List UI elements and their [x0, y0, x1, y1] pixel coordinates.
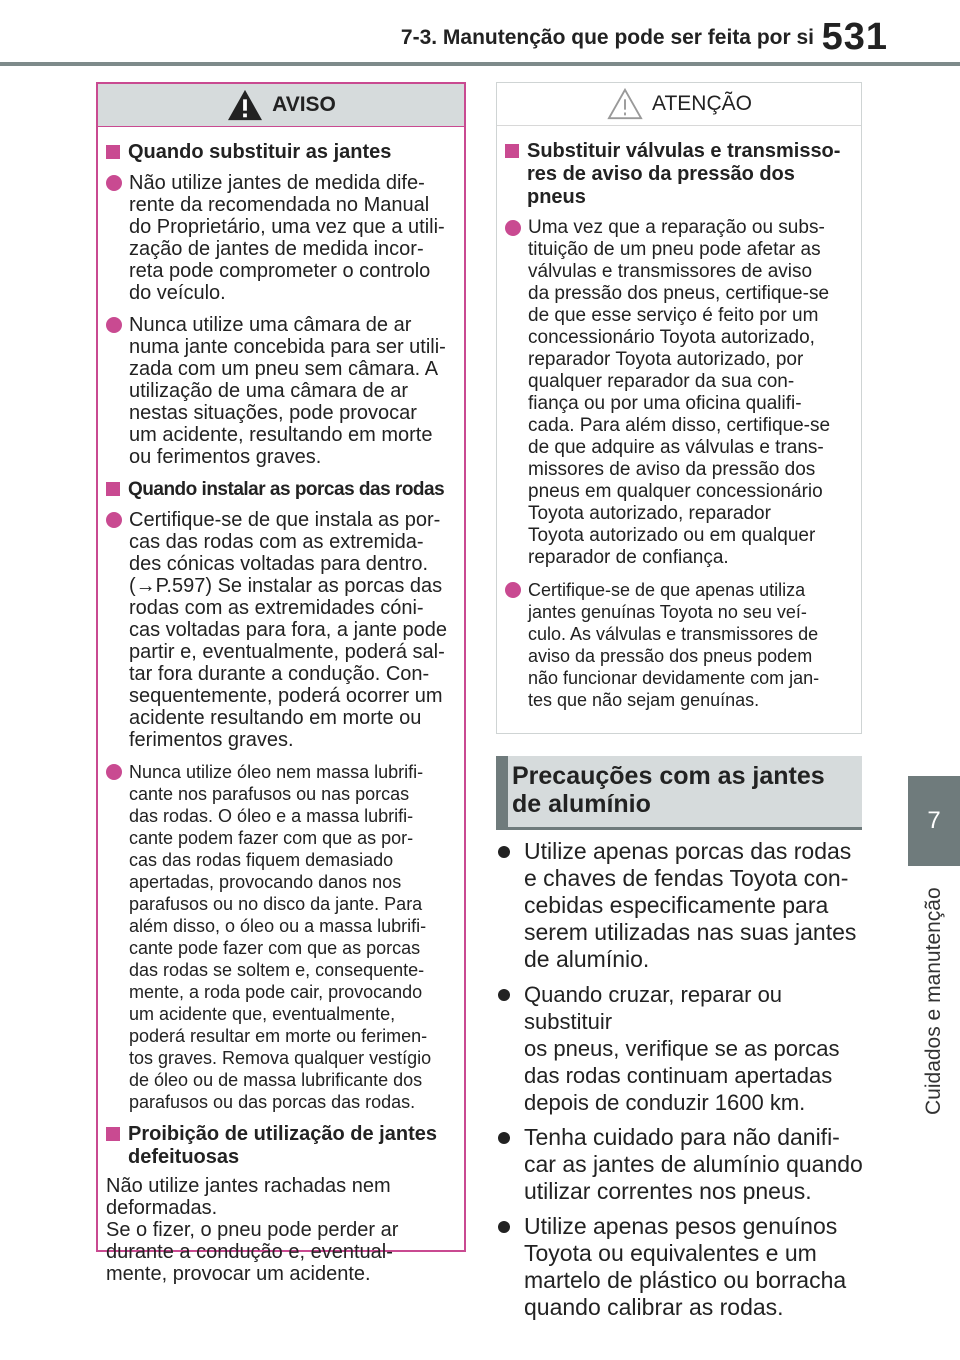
- list-item: Não utilize jantes de medida dife- rente da recomendada no Manual do Proprietário, uma vez que a utili- zação de jantes de medida incor- reta pode comprometer o controlo do veículo.: [106, 172, 452, 304]
- subheading: Quando substituir as jantes: [106, 141, 452, 164]
- list-item: Utilize apenas pesos genuínos Toyota ou equivalentes e um martelo de plástico ou borracha quando calibrar as rodas.: [496, 1213, 866, 1321]
- header-divider: [0, 62, 960, 66]
- caution-box-header: [497, 83, 861, 126]
- list-item: Tenha cuidado para não danifi- car as jantes de alumínio quando utilizar correntes nos pneus.: [496, 1124, 866, 1205]
- subheading: Quando instalar as porcas das rodas: [106, 478, 452, 501]
- bullet-icon: [498, 1221, 510, 1233]
- list-item: Quando cruzar, reparar ou substituir os pneus, verifique se as porcas das rodas continuam apertadas depois de conduzir 1600 km.: [496, 981, 866, 1116]
- list-item: Certifique-se de que instala as por- cas das rodas com as extremida- des cónicas voltadas para dentro. (→P.597) Se instalar as porcas das rodas com as extremidades cóni- cas voltadas para fora, a jante pode partir e, eventualmente, poderá sal- tar fora durante a condução. Con- sequentemente, poderá ocorrer um acidente resultando em morte ou ferimentos graves.: [106, 509, 452, 751]
- list-item: Certifique-se de que apenas utiliza jantes genuínas Toyota no seu veí- culo. As válvulas e transmissores de aviso da pressão dos pneus podem não funcionar devidamente com jan- tes que não sejam genuínas.: [505, 579, 849, 711]
- chapter-title: 7-3. Manutenção que pode ser feita por si: [400, 26, 814, 49]
- bullet-icon: [498, 846, 510, 858]
- section-title: Precauções com as jantes de alumínio: [496, 756, 862, 830]
- subheading: Proibição de utilização de jantes defeituosas: [106, 1123, 452, 1169]
- circle-bullet-icon: [106, 175, 122, 191]
- subheading: Substituir válvulas e transmisso- res de aviso da pressão dos pneus: [505, 140, 849, 209]
- square-bullet-icon: [106, 1127, 120, 1141]
- warning-box-header: [98, 84, 464, 127]
- list-item: Nunca utilize óleo nem massa lubrifi- cante nos parafusos ou nas porcas das rodas. O óleo e a massa lubrifi- cante podem fazer com que as por- cas das rodas fiquem demasiado apertadas, provocando danos nos parafusos ou no disco da jante. Para além disso, o óleo ou a massa lubrifi- cante pode fazer com que as porcas das rodas se soltem e, consequente- mente, a roda pode cair, provocando um acidente que, eventualmente, poderá resultar em morte ou ferimen- tos graves. Remova qualquer vestígio de óleo ou de massa lubrificante dos parafusos ou das porcas das rodas.: [106, 761, 452, 1113]
- bullet-icon: [498, 1132, 510, 1144]
- circle-bullet-icon: [106, 512, 122, 528]
- list-item: Uma vez que a reparação ou subs- tituição de um pneu pode afetar as válvulas e transmissores de aviso da pressão dos pneus, certifique-se de que esse serviço é feito por um concessionário Toyota autorizado, reparador Toyota autorizado, por qualquer reparador da sua con- fiança ou por uma oficina qualifi- cada. Para além disso, certifique-se de que adquire as válvulas e trans- missores de aviso da pressão dos pneus em qualquer concessionário Toyota autorizado, reparador Toyota autorizado ou em qualquer reparador de confiança.: [505, 217, 849, 569]
- bullet-icon: [498, 989, 510, 1001]
- caution-box: [496, 82, 862, 734]
- square-bullet-icon: [106, 145, 120, 159]
- list-item: Utilize apenas porcas das rodas e chaves de fendas Toyota con- cebidas especificamente para serem utilizadas nas suas jantes de alumínio.: [496, 838, 866, 973]
- circle-bullet-icon: [106, 317, 122, 333]
- chapter-tab-number: 7: [927, 807, 941, 834]
- circle-bullet-icon: [505, 220, 521, 236]
- circle-bullet-icon: [106, 764, 122, 780]
- square-bullet-icon: [505, 144, 519, 158]
- page-number: 531: [821, 16, 888, 58]
- warning-box: [96, 82, 466, 1285]
- caution-triangle-icon: [606, 87, 644, 121]
- chapter-tab[interactable]: [908, 776, 960, 866]
- circle-bullet-icon: [505, 582, 521, 598]
- paragraph: Não utilize jantes rachadas nem deformadas. Se o fizer, o pneu pode perder ar durante a condução e, eventual- mente, provocar um acidente.: [106, 1175, 399, 1285]
- square-bullet-icon: [106, 482, 120, 496]
- warning-triangle-icon: [226, 88, 264, 122]
- caution-title: ATENÇÃO: [652, 92, 752, 115]
- precautions-list: [496, 838, 866, 1329]
- warning-title: AVISO: [272, 93, 336, 116]
- list-item: Nunca utilize uma câmara de ar numa jante concebida para ser utili- zada com um pneu sem câmara. A utilização de uma câmara de ar nestas situações, pode provocar um acidente, resultando em morte ou ferimentos graves.: [106, 314, 452, 468]
- chapter-tab-label: Cuidados e manutenção: [922, 887, 945, 1115]
